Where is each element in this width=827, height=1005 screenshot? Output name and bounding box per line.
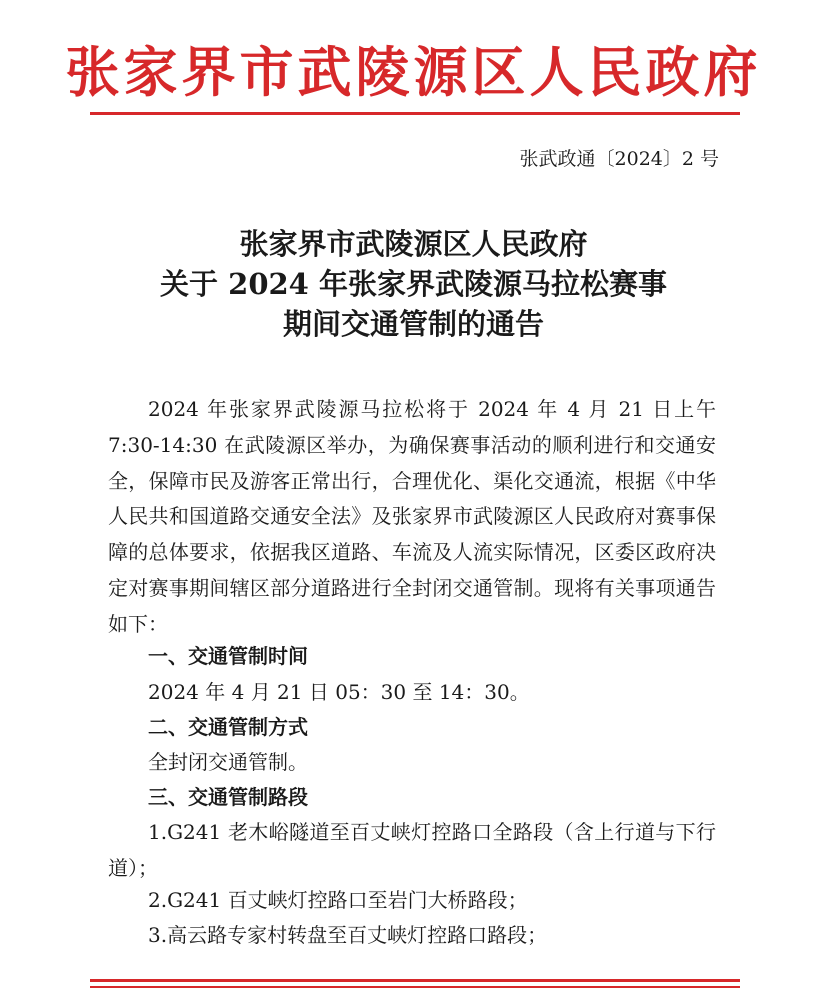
intro-paragraph-container bbox=[108, 392, 716, 643]
section-heading-method: 二、交通管制方式 bbox=[148, 715, 308, 739]
letterhead-divider bbox=[90, 112, 740, 115]
notice-title bbox=[0, 224, 827, 344]
section-heading-roads: 三、交通管制路段 bbox=[148, 785, 308, 809]
notice-title-line-1: 张家界市武陵源区人民政府 bbox=[239, 227, 588, 261]
section-heading-time: 一、交通管制时间 bbox=[148, 644, 308, 668]
intro-paragraph: 2024 年张家界武陵源马拉松将于 2024 年 4 月 21 日上午 7:30-14:30 在武陵源区举办，为确保赛事活动的顺利进行和交通安全，保障市民及游客正常出行，合理优化、渠化交通流，根据《中华人民共和国道路交通安全法》及张家界市武陵源区人民政府对赛事保障的总体要求，依据我区道路、车流及人流实际情况，区委区政府决定对赛事期间辖区部分道路进行全封闭交通管制。现将有关事项通告如下： bbox=[108, 397, 716, 636]
road-section-item: 2.G241 百丈峡灯控路口至岩门大桥路段； bbox=[148, 888, 528, 912]
notice-title-line-2: 关于 2024 年张家界武陵源马拉松赛事 bbox=[160, 267, 667, 301]
letterhead-title: 张家界市武陵源区人民政府 bbox=[65, 40, 762, 104]
footer-divider-bottom bbox=[90, 986, 740, 988]
road-section-item: 1.G241 老木峪隧道至百丈峡灯控路口全路段（含上行道与下行道）； bbox=[108, 820, 716, 880]
document-number: 张武政通〔2024〕2 号 bbox=[519, 148, 719, 170]
road-section-item: 3.高云路专家村转盘至百丈峡灯控路口路段； bbox=[148, 923, 548, 947]
notice-title-line-3: 期间交通管制的通告 bbox=[282, 307, 544, 341]
section-content-method: 全封闭交通管制。 bbox=[148, 750, 308, 774]
footer-divider-top bbox=[90, 979, 740, 982]
section-content-time: 2024 年 4 月 21 日 05：30 至 14：30。 bbox=[148, 680, 530, 704]
